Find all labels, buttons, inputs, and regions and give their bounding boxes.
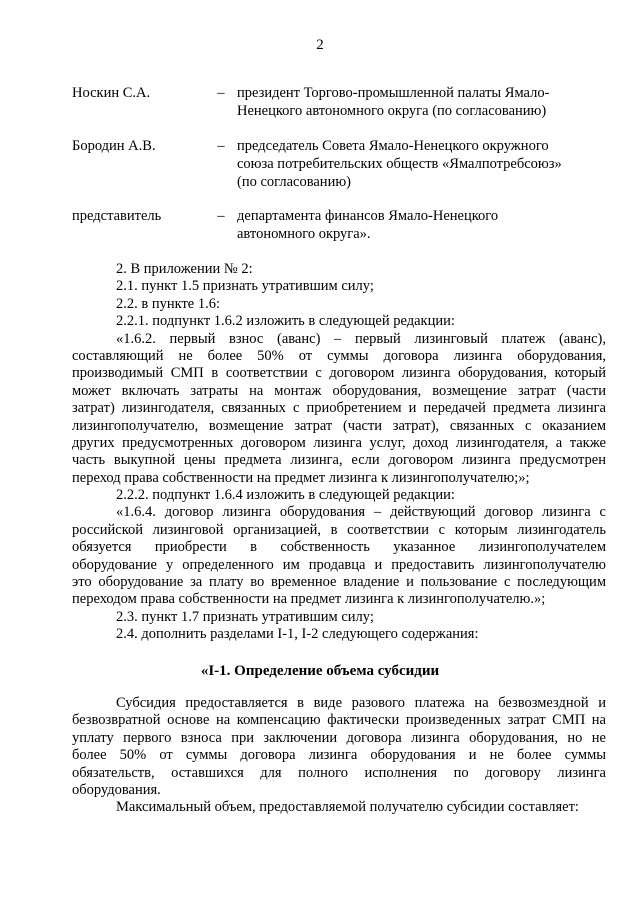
paragraph-line: может включать затраты на монтаж оборудования, возмещение затрат (части (72, 382, 606, 399)
member-name: Бородин А.В. (72, 138, 156, 154)
paragraph-line: 2.2.2. подпункт 1.6.4 изложить в следующей редакции: (116, 487, 455, 504)
paragraph-line: 2.4. дополнить разделами I-1, I-2 следующего содержания: (116, 626, 479, 643)
member-description (237, 137, 607, 191)
paragraph-line: обязательств, оставшихся для полного исполнения по договору лизинга (72, 764, 606, 781)
member-name: представитель (72, 208, 162, 224)
paragraph-line: оборудование у определенного им продавца и предоставить лизингополучателю (72, 556, 606, 573)
section-heading: «I-1. Определение объема субсидии (200, 663, 440, 679)
paragraph-line: обязуется приобрести в собственность указанное лизингополучателем (72, 539, 606, 556)
subsidy-text (72, 695, 606, 817)
paragraph-line: других предусмотренных договором лизинга услуг, доход лизингодателя, а также (72, 434, 606, 451)
member-row (72, 84, 607, 120)
paragraph-line: 2. В приложении № 2: (116, 261, 253, 277)
page-number: 2 (316, 37, 324, 53)
paragraph-line: переходом права собственности на предмет лизинга к лизингополучателю.»; (72, 591, 546, 608)
paragraph-line: Субсидия предоставляется в виде разового платежа на безвозмездной и (116, 695, 606, 711)
member-dash: – (217, 208, 225, 224)
paragraph-line: часть выкупной цены предмета лизинга, если договором лизинга предусмотрен (72, 452, 606, 469)
paragraph-line: Максимальный объем, предоставляемой получателю субсидии составляет: (116, 799, 579, 816)
paragraph-line: 2.2. в пункте 1.6: (116, 295, 221, 312)
member-dash: – (217, 138, 225, 154)
paragraph-line: затрат) лизингодателя, связанных с приобретением и передачей предмета лизинга (72, 400, 606, 417)
paragraph-line: лизингополучателю, возмещение затрат (части затрат), связанных с оказанием (72, 417, 606, 434)
member-description-line: Ненецкого автономного округа (по согласованию) (237, 103, 547, 119)
paragraph-line: «1.6.4. договор лизинга оборудования – действующий договор лизинга с (116, 504, 606, 521)
paragraph-line: переход права собственности на предмет лизинга к лизингополучателю;»; (72, 469, 530, 486)
paragraph-line: составляющий не более 50% от суммы договора лизинга оборудования, (72, 347, 606, 364)
paragraph-line: это оборудование за плату во временное владение и пользование с последующим (72, 574, 606, 591)
member-row (72, 137, 607, 191)
member-name: Носкин С.А. (72, 85, 151, 101)
paragraph-line: производимый СМП в соответствии с договором лизинга оборудования, который (72, 365, 606, 382)
paragraph-line: российской лизинговой организацией, в соответствии с которым лизингодатель (72, 521, 606, 538)
paragraph-line: 2.1. пункт 1.5 признать утратившим силу; (116, 278, 374, 295)
member-description-line: президент Торгово-промышленной палаты Ямало- (237, 85, 550, 101)
member-row (72, 207, 607, 243)
member-description-line: председатель Совета Ямало-Ненецкого окружного (237, 138, 549, 154)
paragraph-line: безвозвратной основе на компенсацию фактически произведенных затрат СМП на (72, 712, 606, 729)
paragraph-line: оборудования. (72, 781, 161, 798)
member-description-line: (по согласованию) (237, 174, 351, 190)
paragraph-line: более 50% от суммы договора лизинга оборудования и не более суммы (72, 747, 606, 764)
member-description (237, 207, 607, 243)
member-description-line: союза потребительских обществ «Ямалпотребсоюз» (237, 156, 562, 172)
paragraph-line: 2.3. пункт 1.7 признать утратившим силу; (116, 608, 374, 625)
member-description (237, 84, 607, 120)
member-description-line: департамента финансов Ямало-Ненецкого (237, 208, 499, 224)
body-text (72, 261, 606, 644)
paragraph-line: уплату первого взноса при заключении договора лизинга оборудования, но не (72, 729, 606, 746)
paragraph-line: «1.6.2. первый взнос (аванс) – первый лизинговый платеж (аванс), (116, 330, 606, 347)
paragraph-line: 2.2.1. подпункт 1.6.2 изложить в следующей редакции: (116, 313, 455, 330)
member-description-line: автономного округа». (237, 226, 371, 242)
member-dash: – (217, 85, 225, 101)
